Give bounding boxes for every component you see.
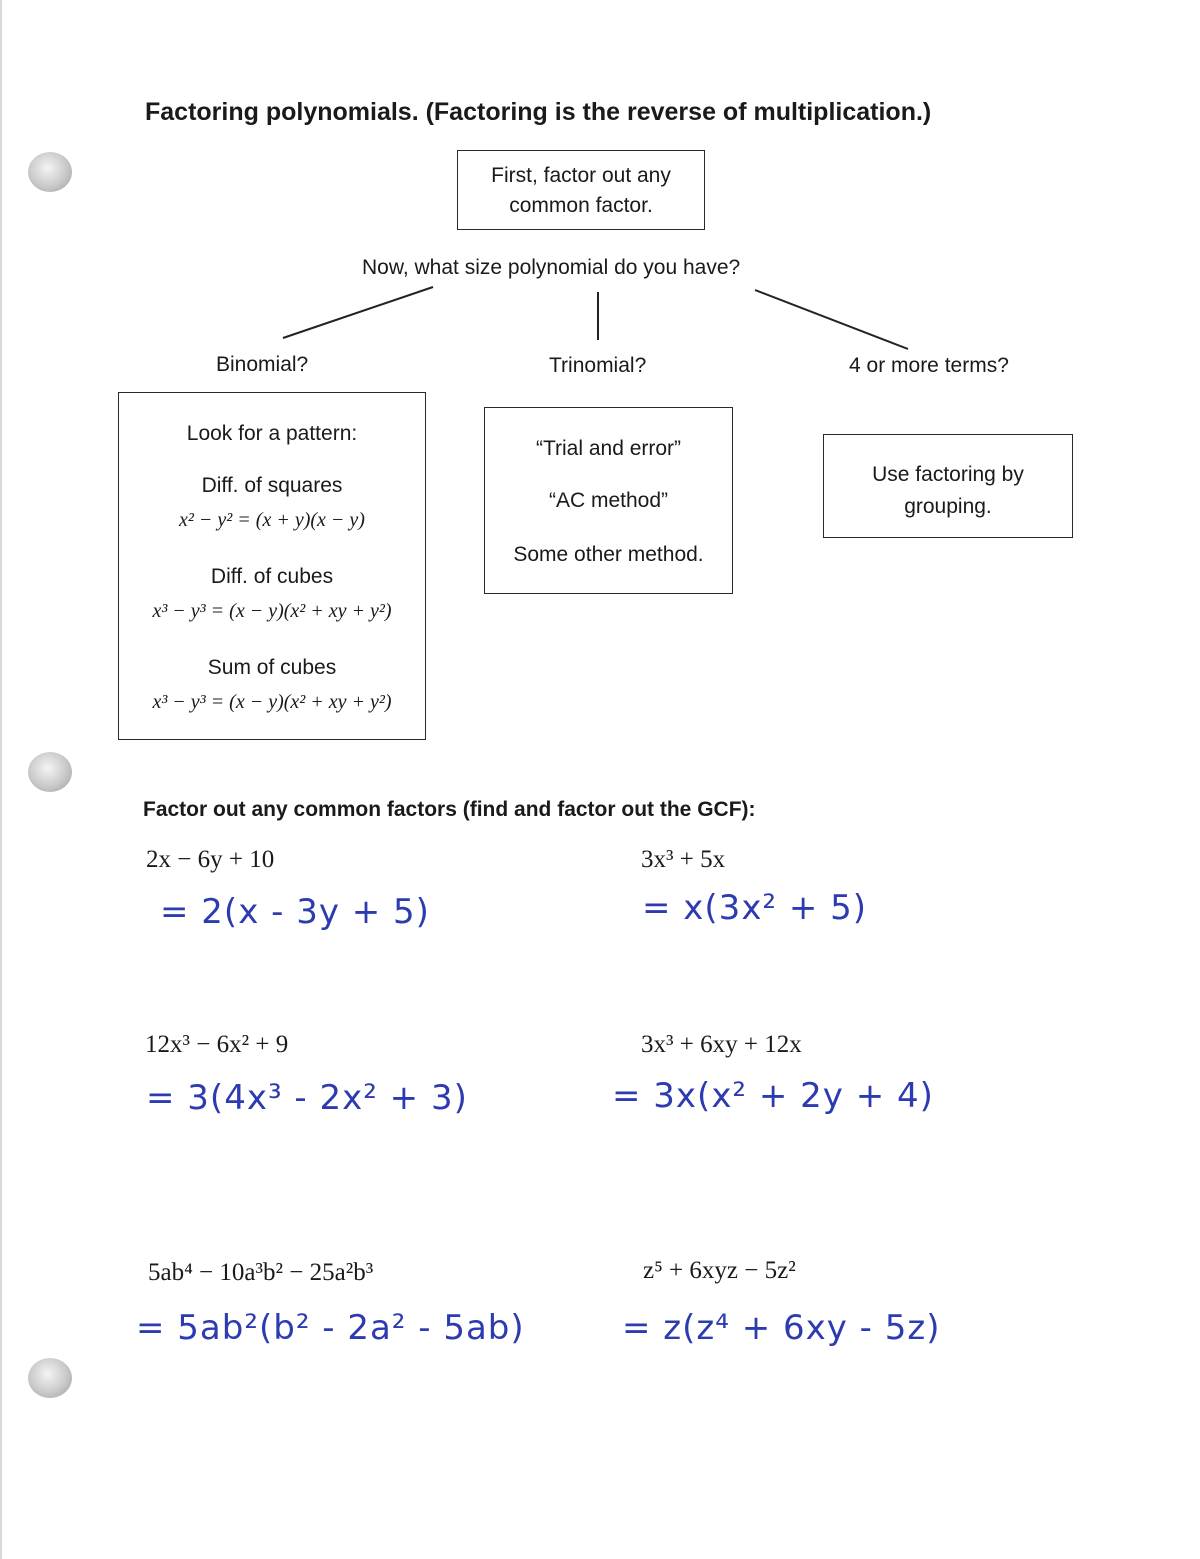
- handwritten-answer: = 3(4x³ - 2x² + 3): [146, 1078, 468, 1118]
- diff-cubes-formula: x³ − y³ = (x − y)(x² + xy + y²): [152, 600, 392, 622]
- problem-expression: 3x³ + 6xy + 12x: [641, 1031, 802, 1058]
- diff-cubes-label: Diff. of cubes: [210, 565, 334, 588]
- gcf-heading: Factor out any common factors (find and factor out the GCF):: [143, 798, 756, 821]
- handwritten-answer: = 3x(x² + 2y + 4): [612, 1076, 934, 1116]
- problem-expression: 3x³ + 5x: [641, 846, 726, 873]
- grouping-box: [823, 434, 1073, 538]
- problem-expression: 12x³ − 6x² + 9: [145, 1031, 289, 1058]
- trinomial-box: [484, 407, 733, 594]
- diff-squares-formula: x² − y² = (x + y)(x − y): [179, 509, 365, 531]
- grouping-line-2: grouping.: [904, 495, 992, 518]
- binomial-box: [118, 392, 426, 740]
- problem-expression: 5ab⁴ − 10a³b² − 25a²b³: [148, 1259, 374, 1286]
- handwritten-answer: = z(z⁴ + 6xy - 5z): [622, 1308, 941, 1348]
- trinomial-label: Trinomial?: [549, 354, 647, 377]
- other-method: Some other method.: [513, 543, 704, 566]
- sum-cubes-label: Sum of cubes: [207, 656, 337, 679]
- diff-squares-label: Diff. of squares: [201, 474, 343, 497]
- four-terms-label: 4 or more terms?: [849, 354, 1009, 377]
- pattern-heading: Look for a pattern:: [186, 422, 358, 445]
- start-line-1: First, factor out any: [491, 164, 671, 187]
- grouping-line-1: Use factoring by: [872, 463, 1024, 486]
- branch-line-binomial: [283, 287, 433, 338]
- start-line-2: common factor.: [509, 194, 653, 217]
- problem-expression: z⁵ + 6xyz − 5z²: [643, 1257, 796, 1284]
- trial-and-error: “Trial and error”: [535, 437, 682, 460]
- binomial-label: Binomial?: [216, 353, 309, 376]
- page-title: Factoring polynomials. (Factoring is the reverse of multiplication.): [145, 98, 932, 126]
- handwritten-answer: = 2(x - 3y + 5): [160, 892, 430, 932]
- handwritten-answer: = 5ab²(b² - 2a² - 5ab): [136, 1308, 525, 1348]
- ac-method: “AC method”: [548, 489, 669, 512]
- size-question: Now, what size polynomial do you have?: [362, 256, 741, 279]
- handwritten-answer: = x(3x² + 5): [642, 888, 868, 928]
- branch-line-four-terms: [755, 290, 908, 349]
- sum-cubes-formula: x³ − y³ = (x − y)(x² + xy + y²): [152, 691, 392, 713]
- problem-expression: 2x − 6y + 10: [146, 846, 275, 873]
